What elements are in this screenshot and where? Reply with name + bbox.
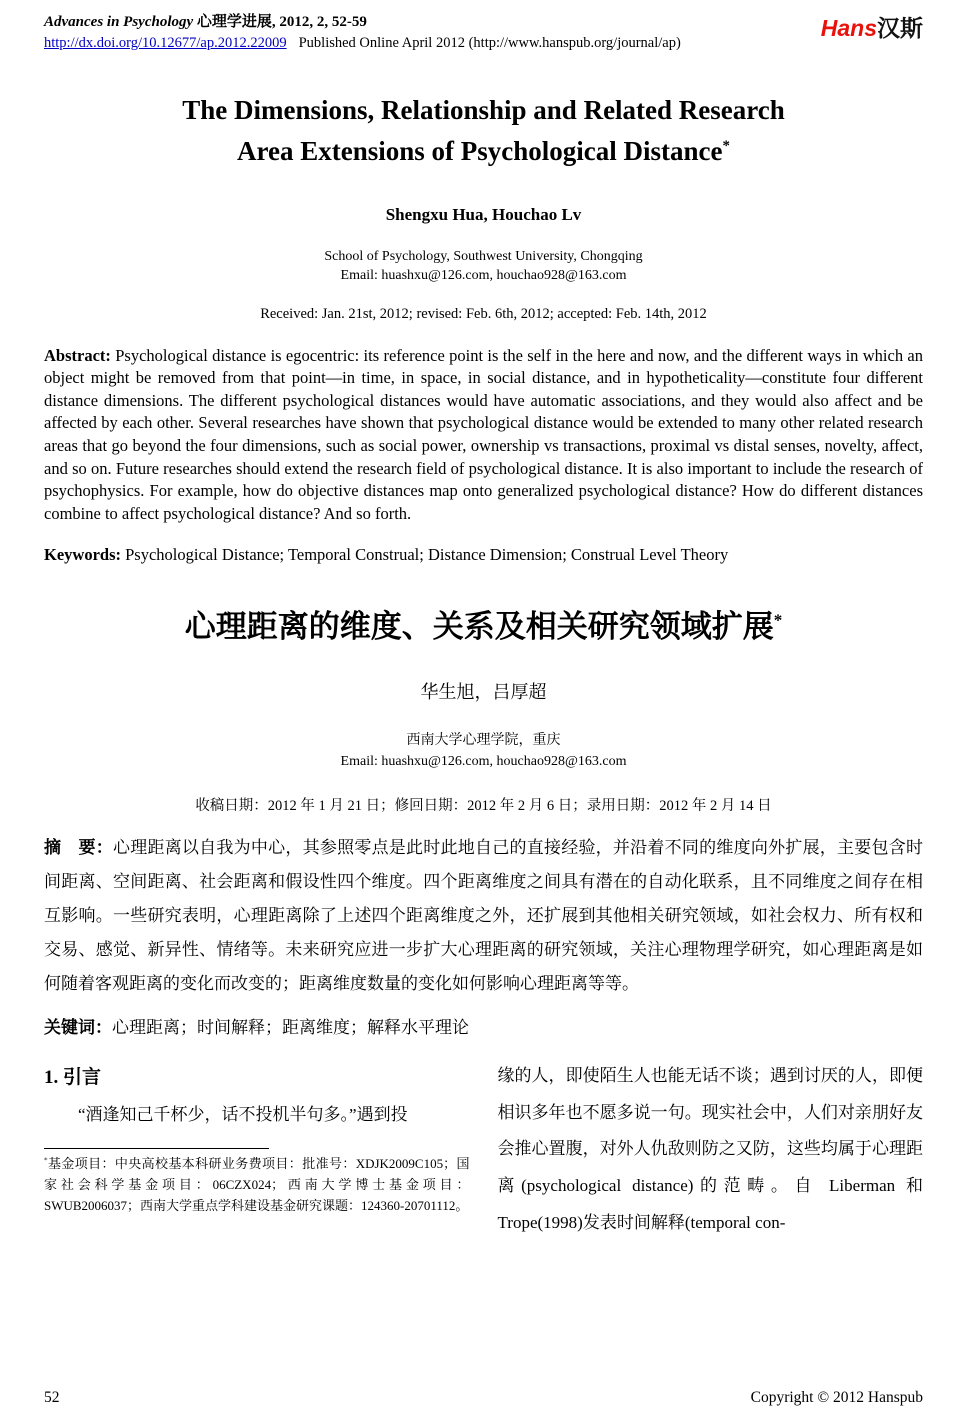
footnote-text: 基金项目：中央高校基本科研业务费项目：批准号：XDJK2009C105；国家社会科学基金项目：06CZX024；西南大学博士基金项目：SWUB2006037；西南大学重点学科建设基金研究课题：124360-20701112。: [44, 1155, 470, 1214]
keywords-label-english: Keywords:: [44, 545, 121, 565]
email-line-chinese: Email: huashxu@126.com, houchao928@163.com: [340, 754, 627, 770]
keywords-english: [44, 545, 923, 565]
doi-line: [44, 35, 681, 52]
hans-logo-chinese: 汉斯: [877, 15, 923, 41]
footnote-marker: *: [44, 1156, 48, 1165]
affiliation-block-chinese: [44, 730, 923, 772]
affiliation-block-english: [44, 247, 923, 286]
keywords-text-chinese: 心理距离；时间解释；距离维度；解释水平理论: [112, 1018, 469, 1038]
two-column-body: [44, 1058, 923, 1241]
hans-logo: [821, 10, 923, 43]
title-line-2: Area Extensions of Psychological Distance: [237, 135, 723, 166]
published-info: Published Online April 2012 (http://www.hanspub.org/journal/ap): [298, 35, 681, 51]
footnote-paragraph: [44, 1153, 470, 1216]
title-line-1: The Dimensions, Relationship and Related Research: [182, 95, 785, 125]
keywords-label-chinese: 关键词：: [44, 1018, 112, 1038]
page-header: [44, 10, 923, 52]
paper-title-chinese: [44, 601, 923, 646]
keywords-chinese: [44, 1013, 923, 1038]
copyright: Copyright © 2012 Hanspub: [750, 1389, 923, 1406]
abstract-text-english: Psychological distance is egocentric: its reference point is the self in the here and now, and the different ways in which an object might be removed from that point—in time, in space, in social distance, and in hypotheticality—constitute four different distance dimensions. The different psychological distances would have automatic associations, and they would also affect and be affected by each other. Several researches have shown that psychological distance would be extended to many other related research areas that go beyond the four dimensions, such as social power, ownership vs transactions, proximal vs distal senses, novelty, affect, and so on. Future researches should extend the research field of psychological distance. It is also important to include the research of psychophysics. For example, how do objective distances map onto generalized psychological distance? How do different distances combine to affect psychological distance? And so forth.: [44, 345, 923, 523]
journal-name: Advances in Psychology: [44, 14, 194, 30]
keywords-text-english: Psychological Distance; Temporal Construal; Distance Dimension; Construal Level Theory: [125, 545, 729, 565]
section-1-heading: 1. 引言: [44, 1067, 102, 1089]
journal-line: [44, 10, 681, 31]
intro-paragraph-left: “酒逢知己千杯少，话不投机半句多。”遇到投: [78, 1105, 408, 1125]
abstract-label-chinese: 摘 要：: [44, 838, 113, 858]
page-number: 52: [44, 1389, 60, 1406]
affiliation-chinese: 西南大学心理学院，重庆: [406, 733, 561, 749]
received-line-english: Received: Jan. 21st, 2012; revised: Feb. 6th, 2012; accepted: Feb. 14th, 2012: [260, 305, 707, 322]
footnote-divider: [44, 1148, 269, 1149]
authors-english: Shengxu Hua, Houchao Lv: [385, 205, 582, 224]
footnote: [44, 1148, 470, 1216]
left-column: [44, 1058, 470, 1241]
title-chinese-footnote-marker: *: [773, 611, 783, 631]
abstract-chinese: [44, 831, 923, 1001]
page-footer: [44, 1389, 923, 1407]
authors-chinese: 华生旭，吕厚超: [420, 682, 547, 703]
journal-info-block: [44, 10, 681, 52]
abstract-label-english: Abstract:: [44, 345, 111, 365]
email-line-english: Email: huashxu@126.com, houchao928@163.com: [340, 268, 627, 284]
abstract-text-chinese: 心理距离以自我为中心，其参照零点是此时此地自己的直接经验，并沿着不同的维度向外扩展，主要包含时间距离、空间距离、社会距离和假设性四个维度。四个距离维度之间具有潜在的自动化联系，且不同维度之间存在相互影响。一些研究表明，心理距离除了上述四个距离维度之外，还扩展到其他相关研究领域，如社会权力、所有权和交易、感觉、新异性、情绪等。未来研究应进一步扩大心理距离的研究领域，关注心理物理学研究，如心理距离是如何随着客观距离的变化而改变的；距离维度数量的变化如何影响心理距离等等。: [44, 838, 924, 994]
paper-title-english: [44, 90, 923, 171]
title-footnote-marker: *: [722, 137, 730, 154]
journal-issue-info: 心理学进展, 2012, 2, 52-59: [193, 14, 367, 30]
affiliation-english: School of Psychology, Southwest University, Chongqing: [324, 249, 643, 264]
doi-link[interactable]: http://dx.doi.org/10.12677/ap.2012.22009: [44, 35, 287, 51]
received-line-chinese: 收稿日期：2012 年 1 月 21 日；修回日期：2012 年 2 月 6 日；录用日期：2012 年 2 月 14 日: [195, 798, 772, 815]
title-chinese-text: 心理距离的维度、关系及相关研究领域扩展: [184, 609, 774, 645]
abstract-english: [44, 345, 923, 526]
intro-paragraph-right: 缘的人，即使陌生人也能无话不谈；遇到讨厌的人，即便相识多年也不愿多说一句。现实社会中，人们对亲朋好友会推心置腹，对外人仇敌则防之又防，这些均属于心理距离(psychological distance)的范畴。自 Liberman 和 Trope(1998)发表时间解释(temporal con-: [497, 1066, 923, 1232]
right-column: [498, 1058, 924, 1241]
hans-logo-latin: Hans: [820, 15, 877, 41]
